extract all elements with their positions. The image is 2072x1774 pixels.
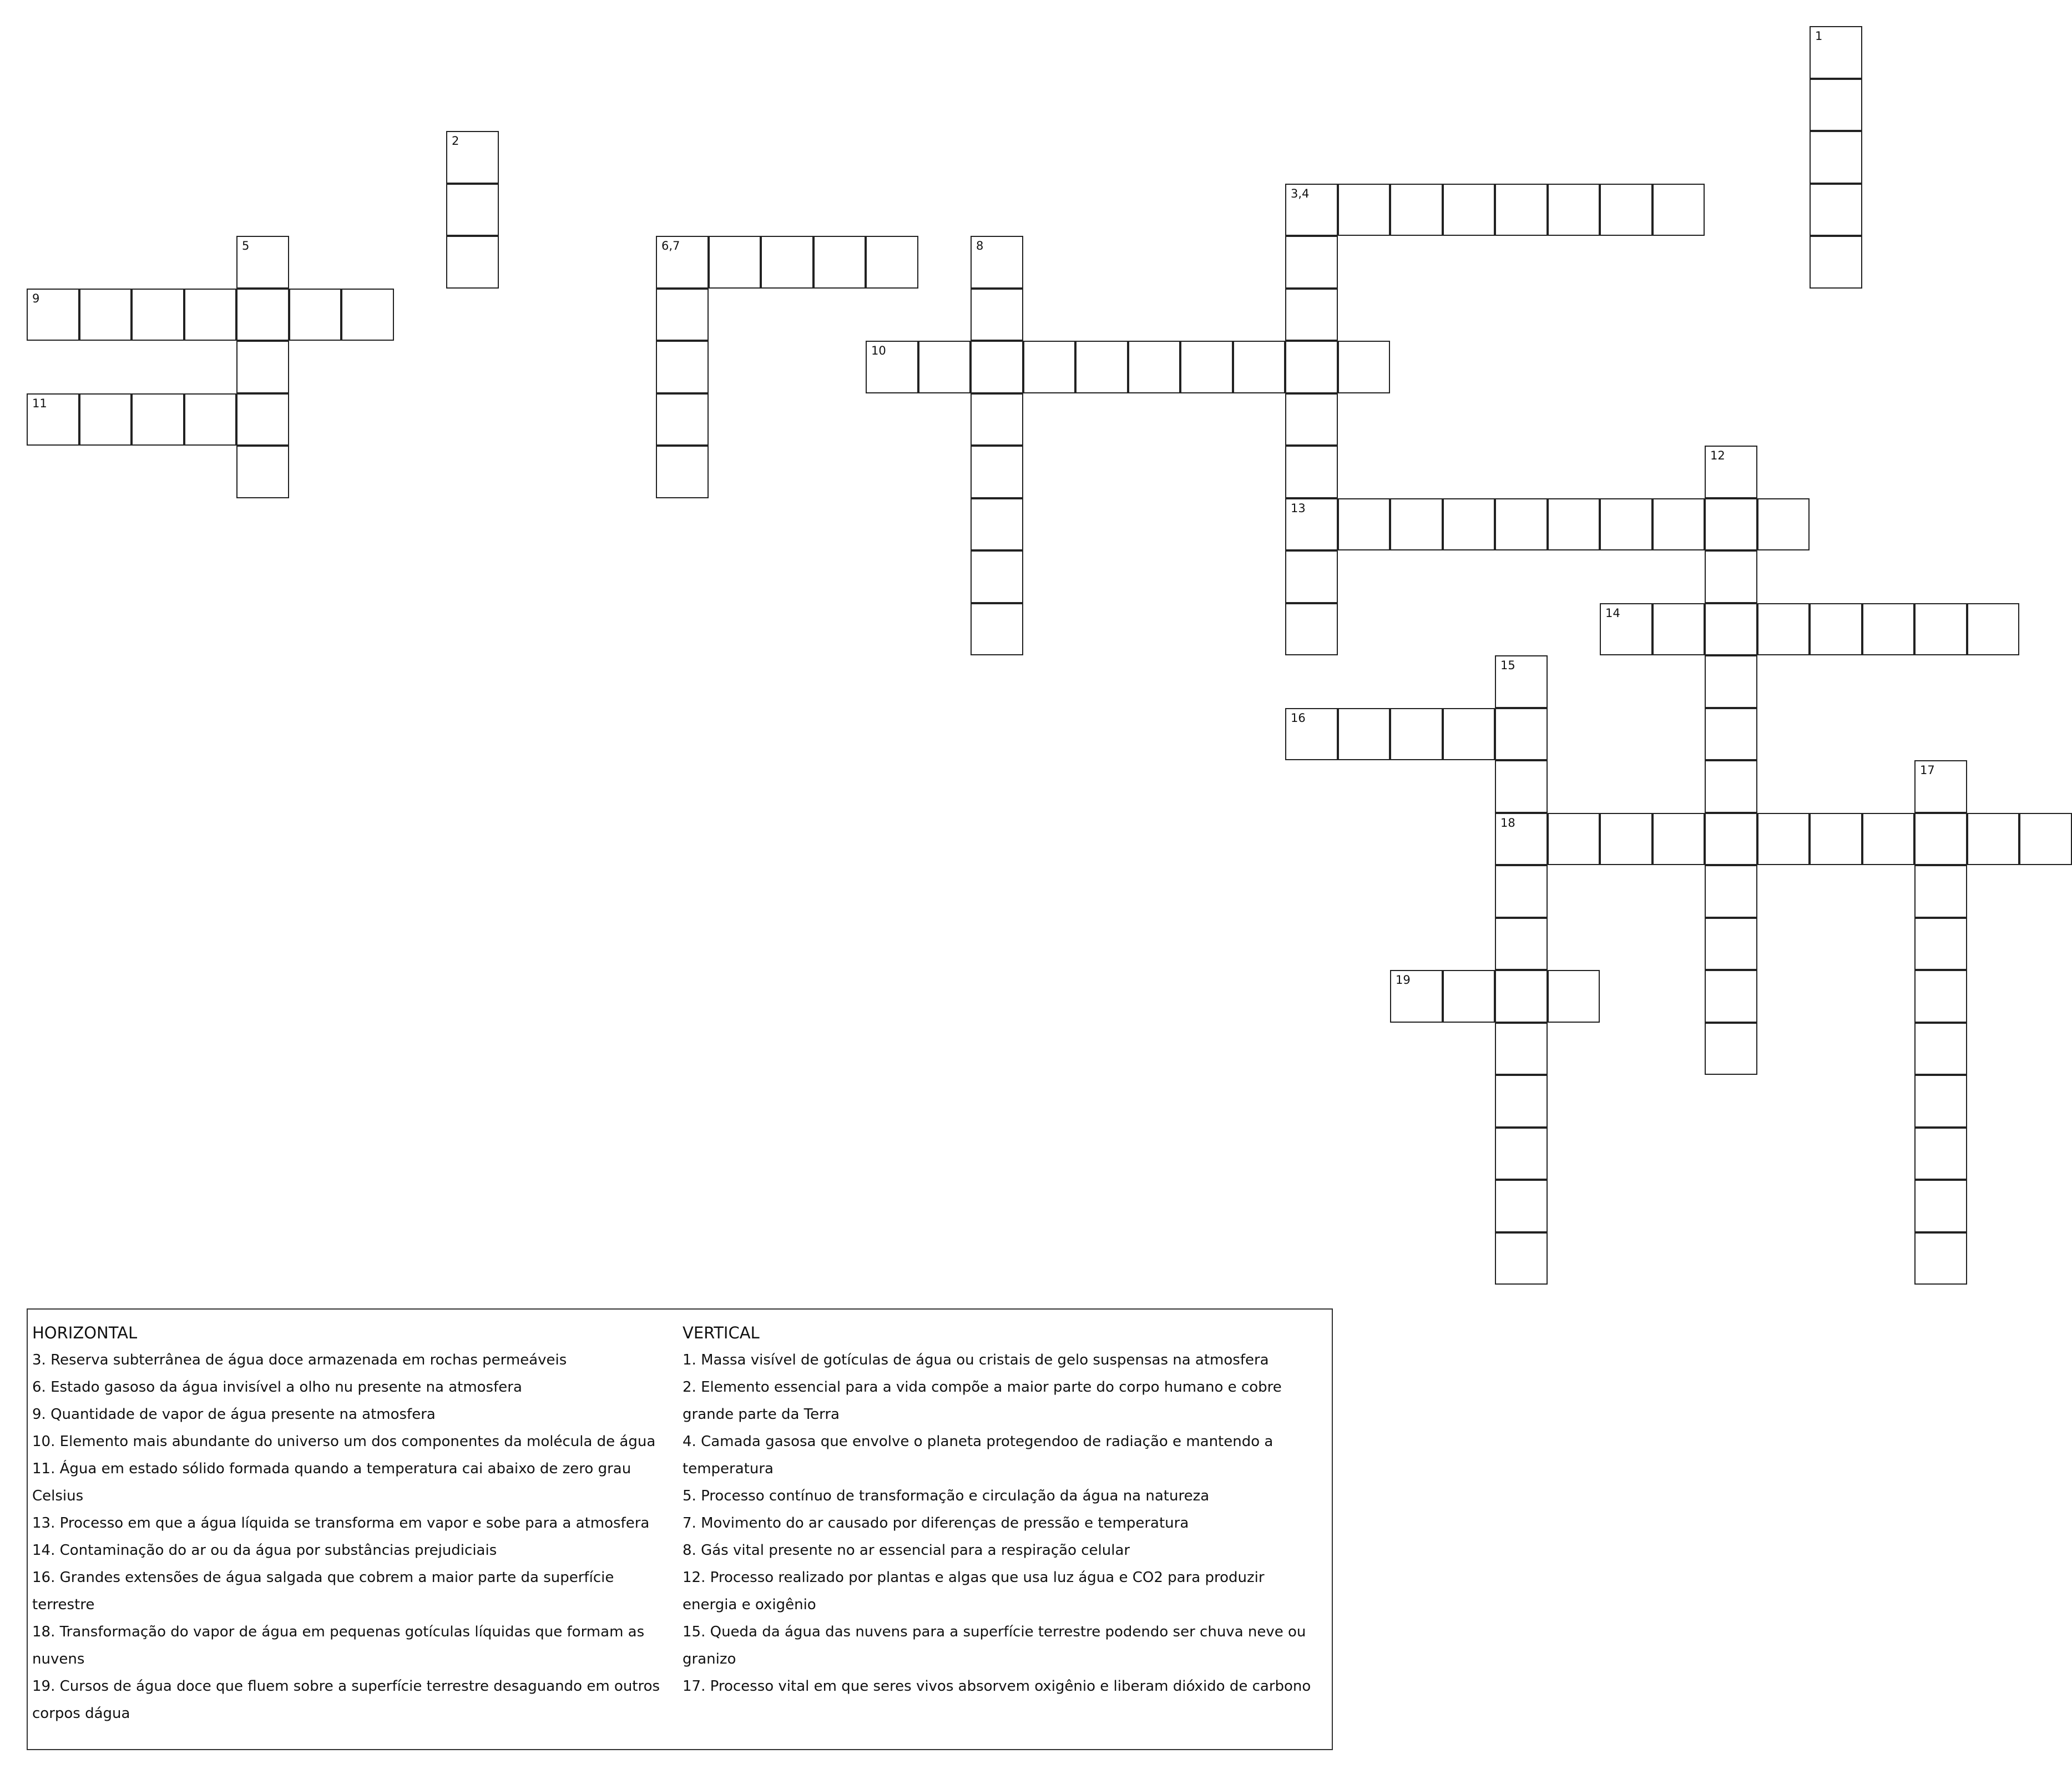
clue-number: 6,7 <box>661 239 680 252</box>
clue-item: 18. Transformação do vapor de água em pequenas gotículas líquidas que formam as nuvens <box>32 1624 645 1667</box>
grid-cell[interactable] <box>1914 603 1967 656</box>
clue-item: 14. Contaminação do ar ou da água por substâncias prejudiciais <box>32 1542 497 1559</box>
clue-number: 13 <box>1291 501 1306 515</box>
grid-cell[interactable] <box>656 236 709 289</box>
grid-cell[interactable] <box>1128 341 1181 393</box>
grid-cell[interactable] <box>27 289 79 341</box>
grid-cell[interactable] <box>1914 1023 1967 1075</box>
clue-item: 12. Processo realizado por plantas e algas que usa luz água e CO2 para produzir energia e oxigênio <box>683 1569 1265 1613</box>
clue-number: 3,4 <box>1291 186 1310 200</box>
grid-cell[interactable] <box>1810 26 1862 79</box>
clue-number: 12 <box>1710 449 1725 462</box>
horizontal-clues-column <box>32 1320 679 1727</box>
clue-item: 7. Movimento do ar causado por diferenças de pressão e temperatura <box>683 1515 1189 1532</box>
grid-cell[interactable] <box>1495 1180 1548 1232</box>
grid-cell[interactable] <box>1705 760 1757 813</box>
grid-cell[interactable] <box>132 393 184 446</box>
grid-cell[interactable] <box>1285 289 1338 341</box>
grid-cell[interactable] <box>1757 813 1810 866</box>
grid-cell[interactable] <box>1285 393 1338 446</box>
grid-cell[interactable] <box>918 341 971 393</box>
clue-number: 9 <box>32 291 40 305</box>
grid-cell[interactable] <box>446 131 499 184</box>
grid-cell[interactable] <box>1757 498 1810 551</box>
grid-cell[interactable] <box>1548 498 1600 551</box>
clue-number: 18 <box>1500 816 1515 830</box>
grid-cell[interactable] <box>1390 970 1443 1023</box>
grid-cell[interactable] <box>971 550 1023 603</box>
grid-cell[interactable] <box>79 393 132 446</box>
grid-cell[interactable] <box>1285 708 1338 761</box>
grid-cell[interactable] <box>1914 1075 1967 1128</box>
clue-number: 2 <box>452 134 459 148</box>
vertical-clues-title: VERTICAL <box>683 1323 760 1342</box>
grid-cell[interactable] <box>1810 813 1862 866</box>
grid-cell[interactable] <box>289 289 342 341</box>
clue-item: 11. Água em estado sólido formada quando a temperatura cai abaixo de zero grau Celsius <box>32 1460 631 1504</box>
grid-cell[interactable] <box>1390 184 1443 236</box>
grid-cell[interactable] <box>1390 708 1443 761</box>
grid-cell[interactable] <box>1810 79 1862 132</box>
grid-cell[interactable] <box>1285 550 1338 603</box>
grid-cell[interactable] <box>1600 813 1652 866</box>
clue-number: 8 <box>976 239 984 252</box>
grid-cell[interactable] <box>1233 341 1286 393</box>
grid-cell[interactable] <box>656 446 709 498</box>
grid-cell[interactable] <box>446 184 499 236</box>
grid-cell[interactable] <box>1705 708 1757 761</box>
grid-cell[interactable] <box>1705 970 1757 1023</box>
grid-cell[interactable] <box>1338 341 1391 393</box>
grid-cell[interactable] <box>1495 918 1548 971</box>
grid-cell[interactable] <box>1810 184 1862 236</box>
grid-cell[interactable] <box>2019 813 2072 866</box>
grid-cell[interactable] <box>1285 446 1338 498</box>
grid-cell[interactable] <box>1600 184 1652 236</box>
clue-item: 5. Processo contínuo de transformação e circulação da água na natureza <box>683 1488 1210 1504</box>
grid-cell[interactable] <box>446 236 499 289</box>
grid-cell[interactable] <box>1285 498 1338 551</box>
grid-cell[interactable] <box>1390 498 1443 551</box>
clue-number: 15 <box>1500 659 1515 672</box>
grid-cell[interactable] <box>761 236 813 289</box>
clue-item: 9. Quantidade de vapor de água presente na atmosfera <box>32 1406 436 1423</box>
grid-cell[interactable] <box>1914 1128 1967 1180</box>
grid-cell[interactable] <box>709 236 761 289</box>
horizontal-clues-title: HORIZONTAL <box>32 1323 138 1342</box>
clue-item: 17. Processo vital em que seres vivos absorvem oxigênio e liberam dióxido de carbono <box>683 1678 1311 1695</box>
vertical-clue-list <box>683 1347 1321 1700</box>
grid-cell[interactable] <box>184 289 237 341</box>
grid-cell[interactable] <box>971 393 1023 446</box>
grid-cell[interactable] <box>1652 603 1705 656</box>
grid-cell[interactable] <box>1705 603 1757 656</box>
clue-item: 19. Cursos de água doce que fluem sobre a superfície terrestre desaguando em outros corpos dágua <box>32 1678 660 1722</box>
grid-cell[interactable] <box>1705 865 1757 918</box>
clue-item: 13. Processo em que a água líquida se transforma em vapor e sobe para a atmosfera <box>32 1515 650 1532</box>
grid-cell[interactable] <box>1495 1128 1548 1180</box>
clue-item: 4. Camada gasosa que envolve o planeta protegendoo de radiação e mantendo a temperatura <box>683 1433 1273 1477</box>
grid-cell[interactable] <box>656 289 709 341</box>
clue-item: 6. Estado gasoso da água invisível a olho nu presente na atmosfera <box>32 1379 522 1396</box>
grid-cell[interactable] <box>866 236 918 289</box>
clue-item: 1. Massa visível de gotículas de água ou cristais de gelo suspensas na atmosfera <box>683 1352 1269 1368</box>
grid-cell[interactable] <box>1705 446 1757 498</box>
grid-cell[interactable] <box>1495 813 1548 866</box>
grid-cell[interactable] <box>971 289 1023 341</box>
clue-number: 17 <box>1920 764 1935 777</box>
grid-cell[interactable] <box>1705 918 1757 971</box>
grid-cell[interactable] <box>132 289 184 341</box>
grid-cell[interactable] <box>1652 813 1705 866</box>
grid-cell[interactable] <box>1495 760 1548 813</box>
grid-cell[interactable] <box>1495 1075 1548 1128</box>
grid-cell[interactable] <box>971 446 1023 498</box>
grid-cell[interactable] <box>1914 813 1967 866</box>
clue-number: 1 <box>1815 29 1823 43</box>
grid-cell[interactable] <box>1967 813 2020 866</box>
clue-item: 3. Reserva subterrânea de água doce armazenada em rochas permeáveis <box>32 1352 567 1368</box>
grid-cell[interactable] <box>1285 184 1338 236</box>
grid-cell[interactable] <box>1652 498 1705 551</box>
clue-item: 8. Gás vital presente no ar essencial para a respiração celular <box>683 1542 1130 1559</box>
grid-cell[interactable] <box>1495 1023 1548 1075</box>
grid-cell[interactable] <box>1914 865 1967 918</box>
grid-cell[interactable] <box>1914 918 1967 971</box>
grid-cell[interactable] <box>236 236 289 289</box>
clue-number: 10 <box>871 344 886 357</box>
grid-cell[interactable] <box>236 289 289 341</box>
grid-cell[interactable] <box>1914 970 1967 1023</box>
clue-item: 16. Grandes extensões de água salgada que cobrem a maior parte da superfície terrestre <box>32 1569 614 1613</box>
clue-item: 2. Elemento essencial para a vida compõe a maior parte do corpo humano e cobre grande parte da Terra <box>683 1379 1282 1423</box>
grid-cell[interactable] <box>1705 498 1757 551</box>
grid-cell[interactable] <box>1914 1180 1967 1232</box>
vertical-clues-column <box>683 1320 1321 1700</box>
grid-cell[interactable] <box>1495 498 1548 551</box>
grid-cell[interactable] <box>1914 1232 1967 1285</box>
grid-cell[interactable] <box>813 236 866 289</box>
clue-number: 5 <box>242 239 250 252</box>
grid-cell[interactable] <box>1443 498 1495 551</box>
grid-cell[interactable] <box>1862 603 1915 656</box>
grid-cell[interactable] <box>79 289 132 341</box>
grid-cell[interactable] <box>971 498 1023 551</box>
grid-cell[interactable] <box>866 341 918 393</box>
grid-cell[interactable] <box>341 289 394 341</box>
clue-number: 16 <box>1291 711 1306 725</box>
grid-cell[interactable] <box>1338 708 1391 761</box>
grid-cell[interactable] <box>1338 184 1391 236</box>
grid-cell[interactable] <box>1495 655 1548 708</box>
grid-cell[interactable] <box>1443 970 1495 1023</box>
grid-cell[interactable] <box>236 446 289 498</box>
grid-cell[interactable] <box>1495 1232 1548 1285</box>
grid-cell[interactable] <box>1705 655 1757 708</box>
grid-cell[interactable] <box>1810 236 1862 289</box>
grid-cell[interactable] <box>1495 865 1548 918</box>
grid-cell[interactable] <box>1810 603 1862 656</box>
grid-cell[interactable] <box>1862 813 1915 866</box>
clue-number: 11 <box>32 396 47 410</box>
clues-panel <box>27 1308 1333 1750</box>
clue-number: 19 <box>1396 973 1411 987</box>
grid-cell[interactable] <box>1705 813 1757 866</box>
grid-cell[interactable] <box>1548 970 1600 1023</box>
grid-cell[interactable] <box>971 603 1023 656</box>
grid-cell[interactable] <box>1495 970 1548 1023</box>
grid-cell[interactable] <box>1705 550 1757 603</box>
grid-cell[interactable] <box>1285 603 1338 656</box>
grid-cell[interactable] <box>656 341 709 393</box>
grid-cell[interactable] <box>971 236 1023 289</box>
grid-cell[interactable] <box>1495 708 1548 761</box>
clue-item: 10. Elemento mais abundante do universo um dos componentes da molécula de água <box>32 1433 656 1450</box>
grid-cell[interactable] <box>1548 184 1600 236</box>
grid-cell[interactable] <box>236 341 289 393</box>
grid-cell[interactable] <box>656 393 709 446</box>
grid-cell[interactable] <box>1443 708 1495 761</box>
grid-cell[interactable] <box>1180 341 1233 393</box>
grid-cell[interactable] <box>1967 603 2020 656</box>
grid-cell[interactable] <box>1705 1023 1757 1075</box>
grid-cell[interactable] <box>1285 341 1338 393</box>
clue-number: 14 <box>1605 606 1620 620</box>
grid-cell[interactable] <box>1495 184 1548 236</box>
grid-cell[interactable] <box>236 393 289 446</box>
grid-cell[interactable] <box>1652 184 1705 236</box>
grid-cell[interactable] <box>1810 131 1862 184</box>
grid-cell[interactable] <box>1914 760 1967 813</box>
grid-cell[interactable] <box>1443 184 1495 236</box>
grid-cell[interactable] <box>971 341 1023 393</box>
grid-cell[interactable] <box>27 393 79 446</box>
grid-cell[interactable] <box>1285 236 1338 289</box>
grid-cell[interactable] <box>1023 341 1076 393</box>
grid-cell[interactable] <box>1548 813 1600 866</box>
grid-cell[interactable] <box>184 393 237 446</box>
grid-cell[interactable] <box>1600 498 1652 551</box>
horizontal-clue-list <box>32 1347 679 1727</box>
grid-cell[interactable] <box>1338 498 1391 551</box>
grid-cell[interactable] <box>1757 603 1810 656</box>
grid-cell[interactable] <box>1600 603 1652 656</box>
clue-item: 15. Queda da água das nuvens para a superfície terrestre podendo ser chuva neve ou granizo <box>683 1624 1306 1667</box>
grid-cell[interactable] <box>1075 341 1128 393</box>
